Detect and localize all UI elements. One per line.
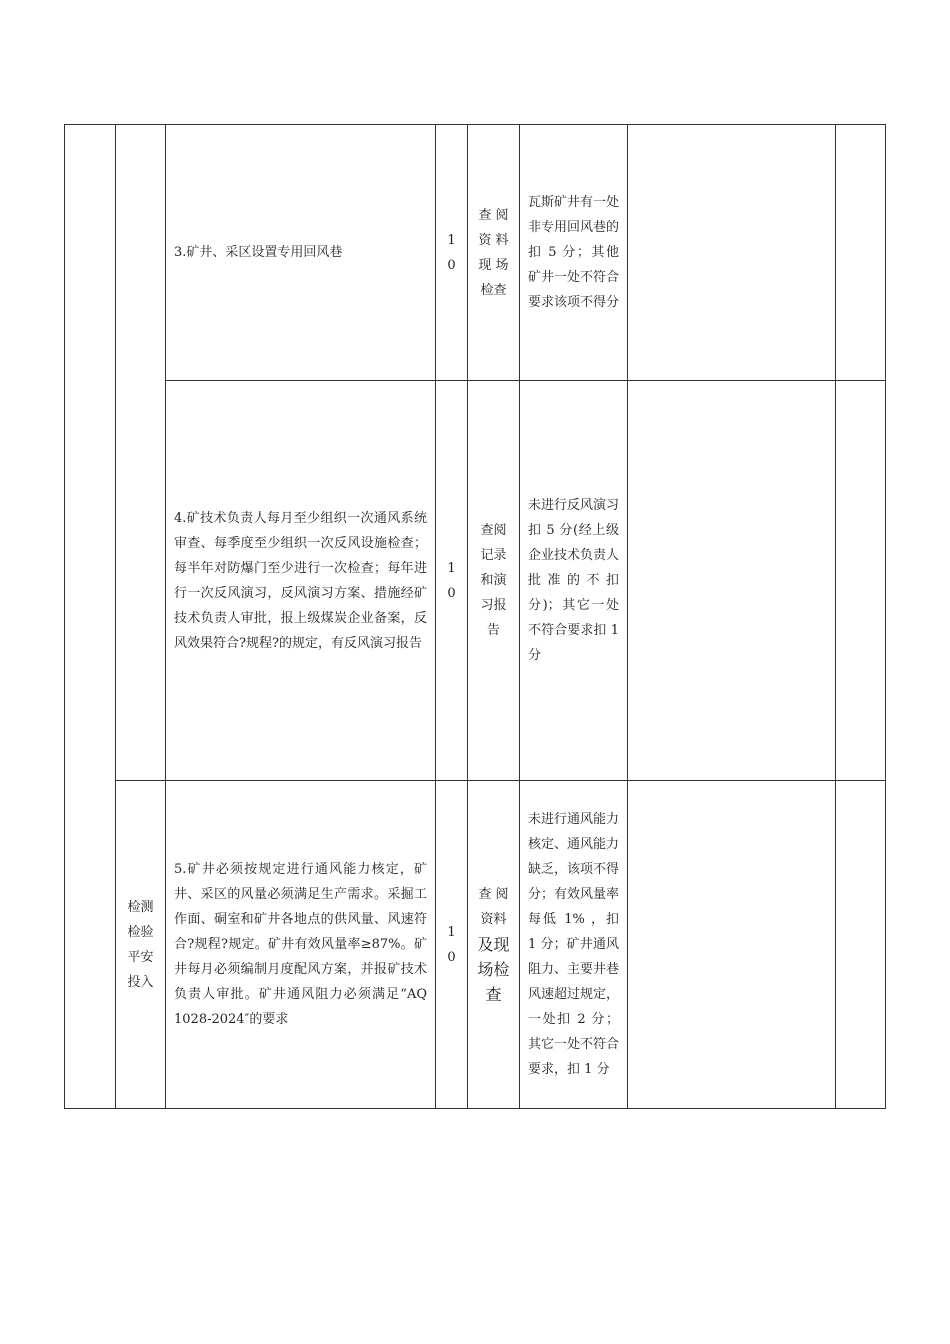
criteria-cell: 瓦斯矿井有一处非专用回风巷的扣 5 分；其他矿井一处不符合要求该项不得分 xyxy=(520,125,628,381)
blank-category-cell xyxy=(116,125,166,781)
blank-result-cell xyxy=(628,781,836,1109)
blank-result-cell xyxy=(628,125,836,381)
blank-result-cell xyxy=(628,381,836,781)
category-cell: 检测 检验 平安 投入 xyxy=(116,781,166,1109)
method-cell: 查阅 记录 和演 习报 告 xyxy=(468,381,520,781)
table-row xyxy=(65,125,886,381)
evaluation-table xyxy=(64,124,886,1109)
blank-remark-cell xyxy=(836,381,886,781)
table-row xyxy=(65,781,886,1109)
method-cell: 查 阅 资 料 现 场 检查 xyxy=(468,125,520,381)
table-row xyxy=(65,381,886,781)
method-cell: 查 阅 资料 及现 场检 查 xyxy=(468,781,520,1109)
requirement-cell: 4.矿技术负责人每月至少组织一次通风系统审查、每季度至少组织一次反风设施检查；每半年对防爆门至少进行一次检查；每年进行一次反风演习，反风演习方案、措施经矿技术负责人审批，报上级煤炭企业备案，反风效果符合?规程?的规定，有反风演习报告 xyxy=(166,381,436,781)
criteria-cell: 未进行通风能力核定、通风能力缺乏，该项不得分；有效风量率每低 1% ，扣 1 分；矿井通风阻力、主要井巷风速超过规定，一处扣 2 分；其它一处不符合要求，扣 1 分 xyxy=(520,781,628,1109)
requirement-cell: 5.矿井必须按规定进行通风能力核定，矿井、采区的风量必须满足生产需求。采掘工作面、硐室和矿井各地点的供风量、风速符合?规程?规定。矿井有效风量率≥87%。矿井每月必须编制月度配风方案，并报矿技术负责人审批。矿井通风阻力必须满足“AQ 1028-2024″的要求 xyxy=(166,781,436,1109)
requirement-cell: 3.矿井、采区设置专用回风巷 xyxy=(166,125,436,381)
blank-remark-cell xyxy=(836,781,886,1109)
criteria-cell: 未进行反风演习扣 5 分(经上级企业技术负责人批准的不扣分)；其它一处不符合要求扣 1 分 xyxy=(520,381,628,781)
blank-first-column xyxy=(65,125,116,1109)
blank-remark-cell xyxy=(836,125,886,381)
score-cell: 1 0 xyxy=(436,781,468,1109)
score-cell: 1 0 xyxy=(436,381,468,781)
score-cell: 1 0 xyxy=(436,125,468,381)
